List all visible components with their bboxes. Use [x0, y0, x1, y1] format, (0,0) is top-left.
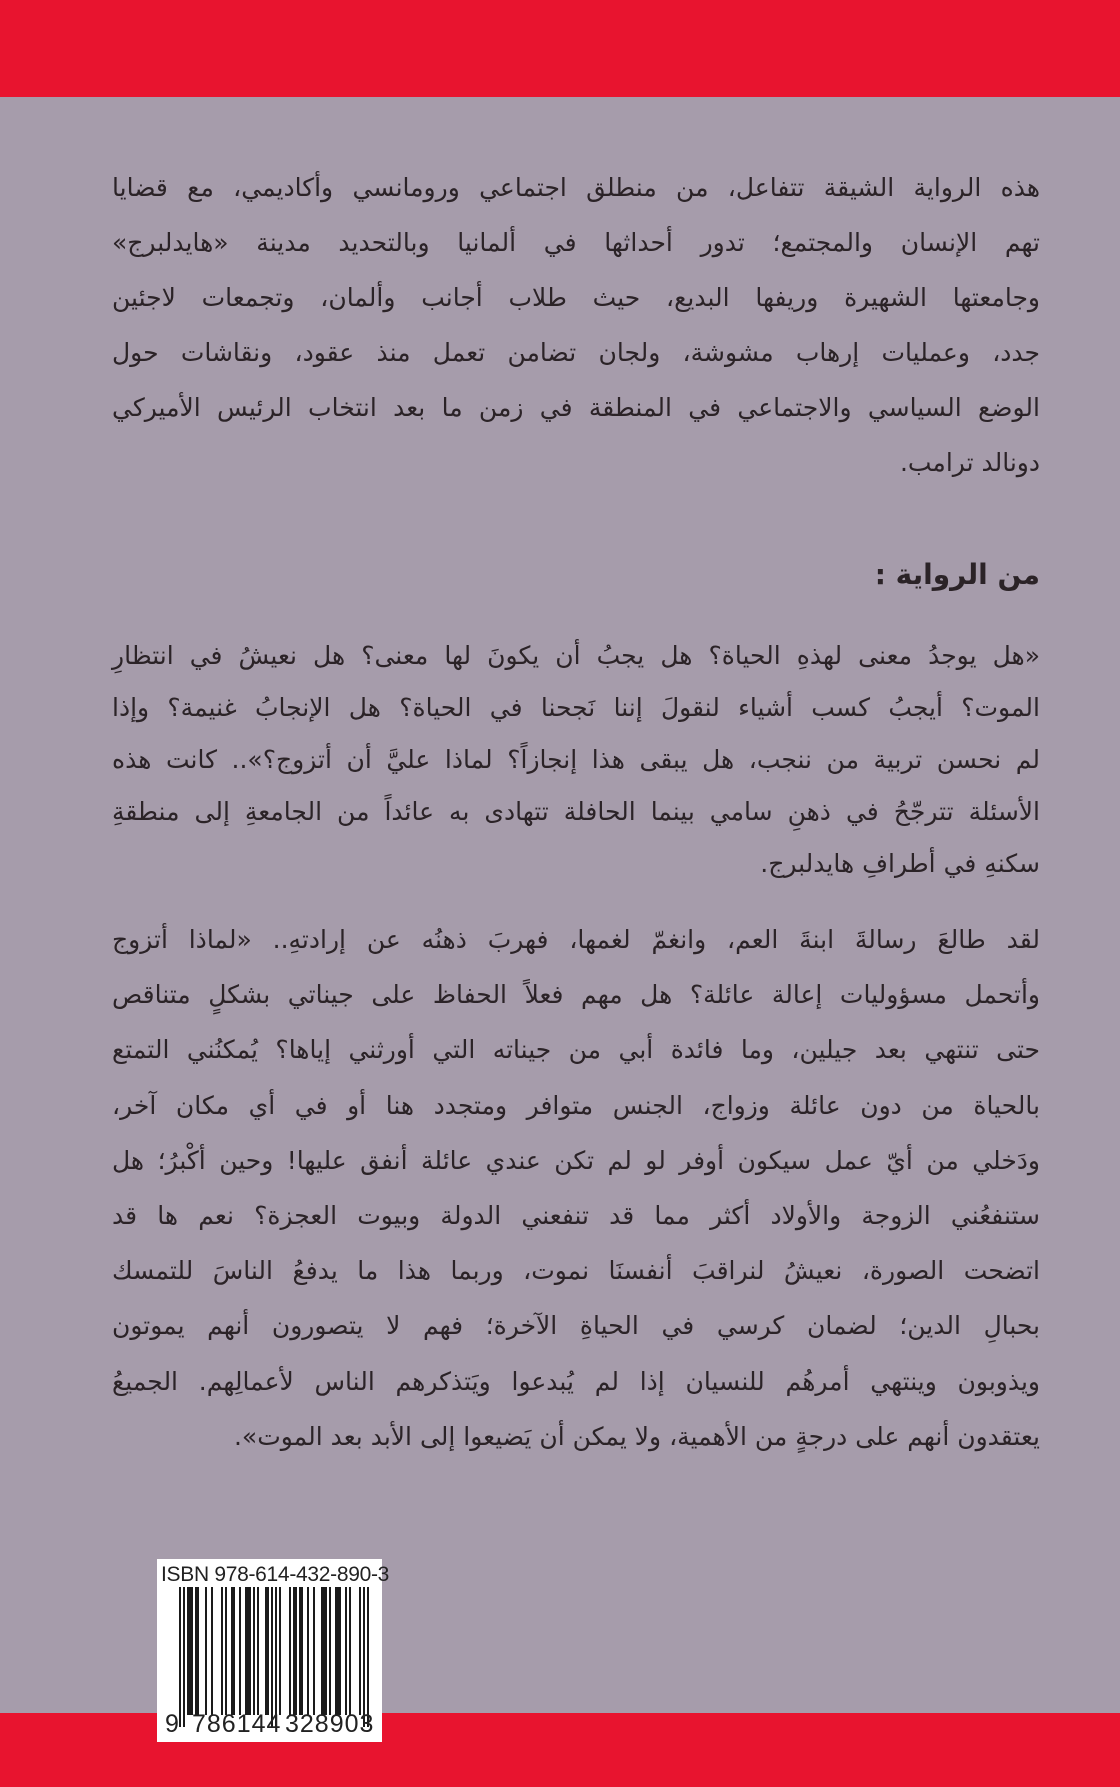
- excerpt-line: بحبالِ الدين؛ لضمان كرسي في الحياةِ الآخرة؛ فهم لا يتصورون أنهم يموتون: [112, 1311, 1040, 1341]
- barcode-bar: [323, 1587, 325, 1715]
- excerpt-line: ودَخلي من أيّ عمل سيكون أوفر لو لم تكن عندي عائلة أنفق عليها! وحين أكْبرُ؛ هل: [112, 1145, 1040, 1175]
- barcode-bar: [197, 1587, 199, 1715]
- barcode-bar: [299, 1587, 301, 1715]
- barcode-bar: [301, 1587, 303, 1715]
- barcode-bar: [231, 1587, 233, 1715]
- barcode-digits-left: 786144: [192, 1710, 282, 1738]
- excerpt-line: حتى تنتهي بعد جيلين، وما فائدة أبي من جيناته التي أورثني إياها؟ يُمكنُني التمتع: [112, 1035, 1040, 1065]
- barcode-bar: [265, 1587, 267, 1715]
- barcode-bar: [363, 1587, 365, 1727]
- barcode-bar: [225, 1587, 227, 1715]
- barcode-bar: [337, 1587, 339, 1715]
- barcode-bar: [239, 1587, 241, 1715]
- barcode-bar: [335, 1587, 337, 1715]
- blurb-line: الوضع السياسي والاجتماعي في المنطقة في زمن ما بعد انتخاب الرئيس الأميركي: [112, 393, 1040, 422]
- excerpt-line: الموت؟ أيجبُ كسب أشياء لنقولَ إننا نَجحنا في الحياة؟ هل الإنجابُ غنيمة؟ وإذا: [112, 693, 1040, 722]
- excerpt-line: وأتحمل مسؤوليات إعالة عائلة؟ هل مهم فعلاً الحفاظ على جيناتي بشكلٍ متناقص: [112, 980, 1040, 1010]
- barcode-digit-first: 9: [165, 1710, 179, 1738]
- barcode-bar: [245, 1587, 247, 1715]
- blurb-line: هذه الرواية الشيقة تتفاعل، من منطلق اجتماعي ورومانسي وأكاديمي، مع قضايا: [112, 173, 1040, 202]
- excerpt-line: ستنفعُني الزوجة والأولاد أكثر مما قد تنفعني الدولة وبيوت العجزة؟ نعم ها قد: [112, 1200, 1040, 1230]
- barcode-bar: [313, 1587, 315, 1715]
- excerpt-paragraph-1: [112, 630, 1040, 890]
- barcode-bar: [211, 1587, 213, 1715]
- excerpt-heading: من الرواية :: [874, 558, 1040, 591]
- excerpt-line: بالحياة من دون عائلة وزواج، الجنس متوافر ومتجدد هنا أو في أي مكان آخر،: [112, 1090, 1040, 1120]
- blurb-line: تهم الإنسان والمجتمع؛ تدور أحداثها في ألمانيا وبالتحديد مدينة «هايدلبرج»: [112, 228, 1040, 257]
- top-red-band: [0, 0, 1120, 97]
- barcode-bar: [195, 1587, 197, 1715]
- barcode-bar: [189, 1587, 191, 1715]
- barcode-bar: [191, 1587, 193, 1715]
- barcode-bar: [247, 1587, 249, 1715]
- barcode-bar: [271, 1587, 273, 1727]
- barcode-bar: [295, 1587, 297, 1715]
- barcode-bar: [325, 1587, 327, 1715]
- excerpt-line: الأسئلة تترجّحُ في ذهنِ سامي بينما الحافلة تتهادى به عائداً من الجامعةِ إلى منطقةِ: [112, 797, 1040, 826]
- barcode-bar: [307, 1587, 309, 1715]
- isbn-label: ISBN 978-614-432-890-3: [161, 1563, 390, 1586]
- barcode-bar: [221, 1587, 223, 1715]
- barcode-bar: [267, 1587, 269, 1715]
- excerpt-line: «هل يوجدُ معنى لهذهِ الحياة؟ هل يجبُ أن يكونَ لها معنى؟ هل نعيشُ في انتظارِ: [112, 641, 1040, 670]
- barcode-bar: [233, 1587, 235, 1715]
- barcode-bar: [275, 1587, 277, 1727]
- blurb-line: دونالد ترامب.: [899, 448, 1040, 477]
- barcode-bar: [321, 1587, 323, 1715]
- barcode-bar: [359, 1587, 361, 1715]
- barcode-bar: [339, 1587, 341, 1715]
- excerpt-line: لم نحسن تربية من ننجب، هل يبقى هذا إنجازاً؟ لماذا عليَّ أن أتزوج؟».. كانت هذه: [112, 745, 1040, 774]
- barcode-digits-right: 328903: [285, 1710, 375, 1738]
- blurb-line: وجامعتها الشهيرة وريفها البديع، حيث طلاب أجانب وألمان، وتجمعات لاجئين: [112, 283, 1040, 312]
- barcode-bar: [289, 1587, 291, 1715]
- blurb-line: جدد، وعمليات إرهاب مشوشة، ولجان تضامن تعمل منذ عقود، ونقاشات حول: [112, 338, 1040, 367]
- barcode-bar: [329, 1587, 331, 1715]
- isbn-barcode: [157, 1559, 390, 1742]
- excerpt-line: ويذوبون وينتهي أمرهُم للنسيان إذا لم يُبدعوا ويَتذكرهم الناس لأعمالِهم. الجميعُ: [112, 1366, 1040, 1396]
- barcode-bar: [349, 1587, 351, 1715]
- excerpt-line: اتضحت الصورة، نعيشُ لنراقبَ أنفسنَا نموت، وربما هذا ما يدفعُ الناسَ للتمسك: [112, 1256, 1040, 1286]
- excerpt-paragraph-2: [112, 912, 1040, 1464]
- barcode-bar: [279, 1587, 281, 1715]
- barcode-bar: [293, 1587, 295, 1715]
- excerpt-line: يعتقدون أنهم على درجةٍ من الأهمية، ولا يمكن أن يَضيعوا إلى الأبد بعد الموت».: [233, 1421, 1040, 1451]
- barcode-bar: [257, 1587, 259, 1715]
- barcode-bar: [249, 1587, 251, 1715]
- barcode-bar: [205, 1587, 207, 1715]
- barcode-bar: [187, 1587, 189, 1715]
- barcode-bar: [179, 1587, 181, 1727]
- barcode-bar: [345, 1587, 347, 1715]
- excerpt-line: سكنهِ في أطرافِ هايدلبرج.: [760, 849, 1040, 878]
- barcode-bar: [253, 1587, 255, 1715]
- excerpt-line: لقد طالعَ رسالةَ ابنةَ العم، وانغمّ لغمها، فهربَ ذهنُه عن إرادتهِ.. «لماذا أتزوج: [112, 925, 1040, 954]
- blurb-paragraph: [112, 160, 1040, 490]
- barcode-bar: [367, 1587, 369, 1727]
- barcode-bar: [183, 1587, 185, 1727]
